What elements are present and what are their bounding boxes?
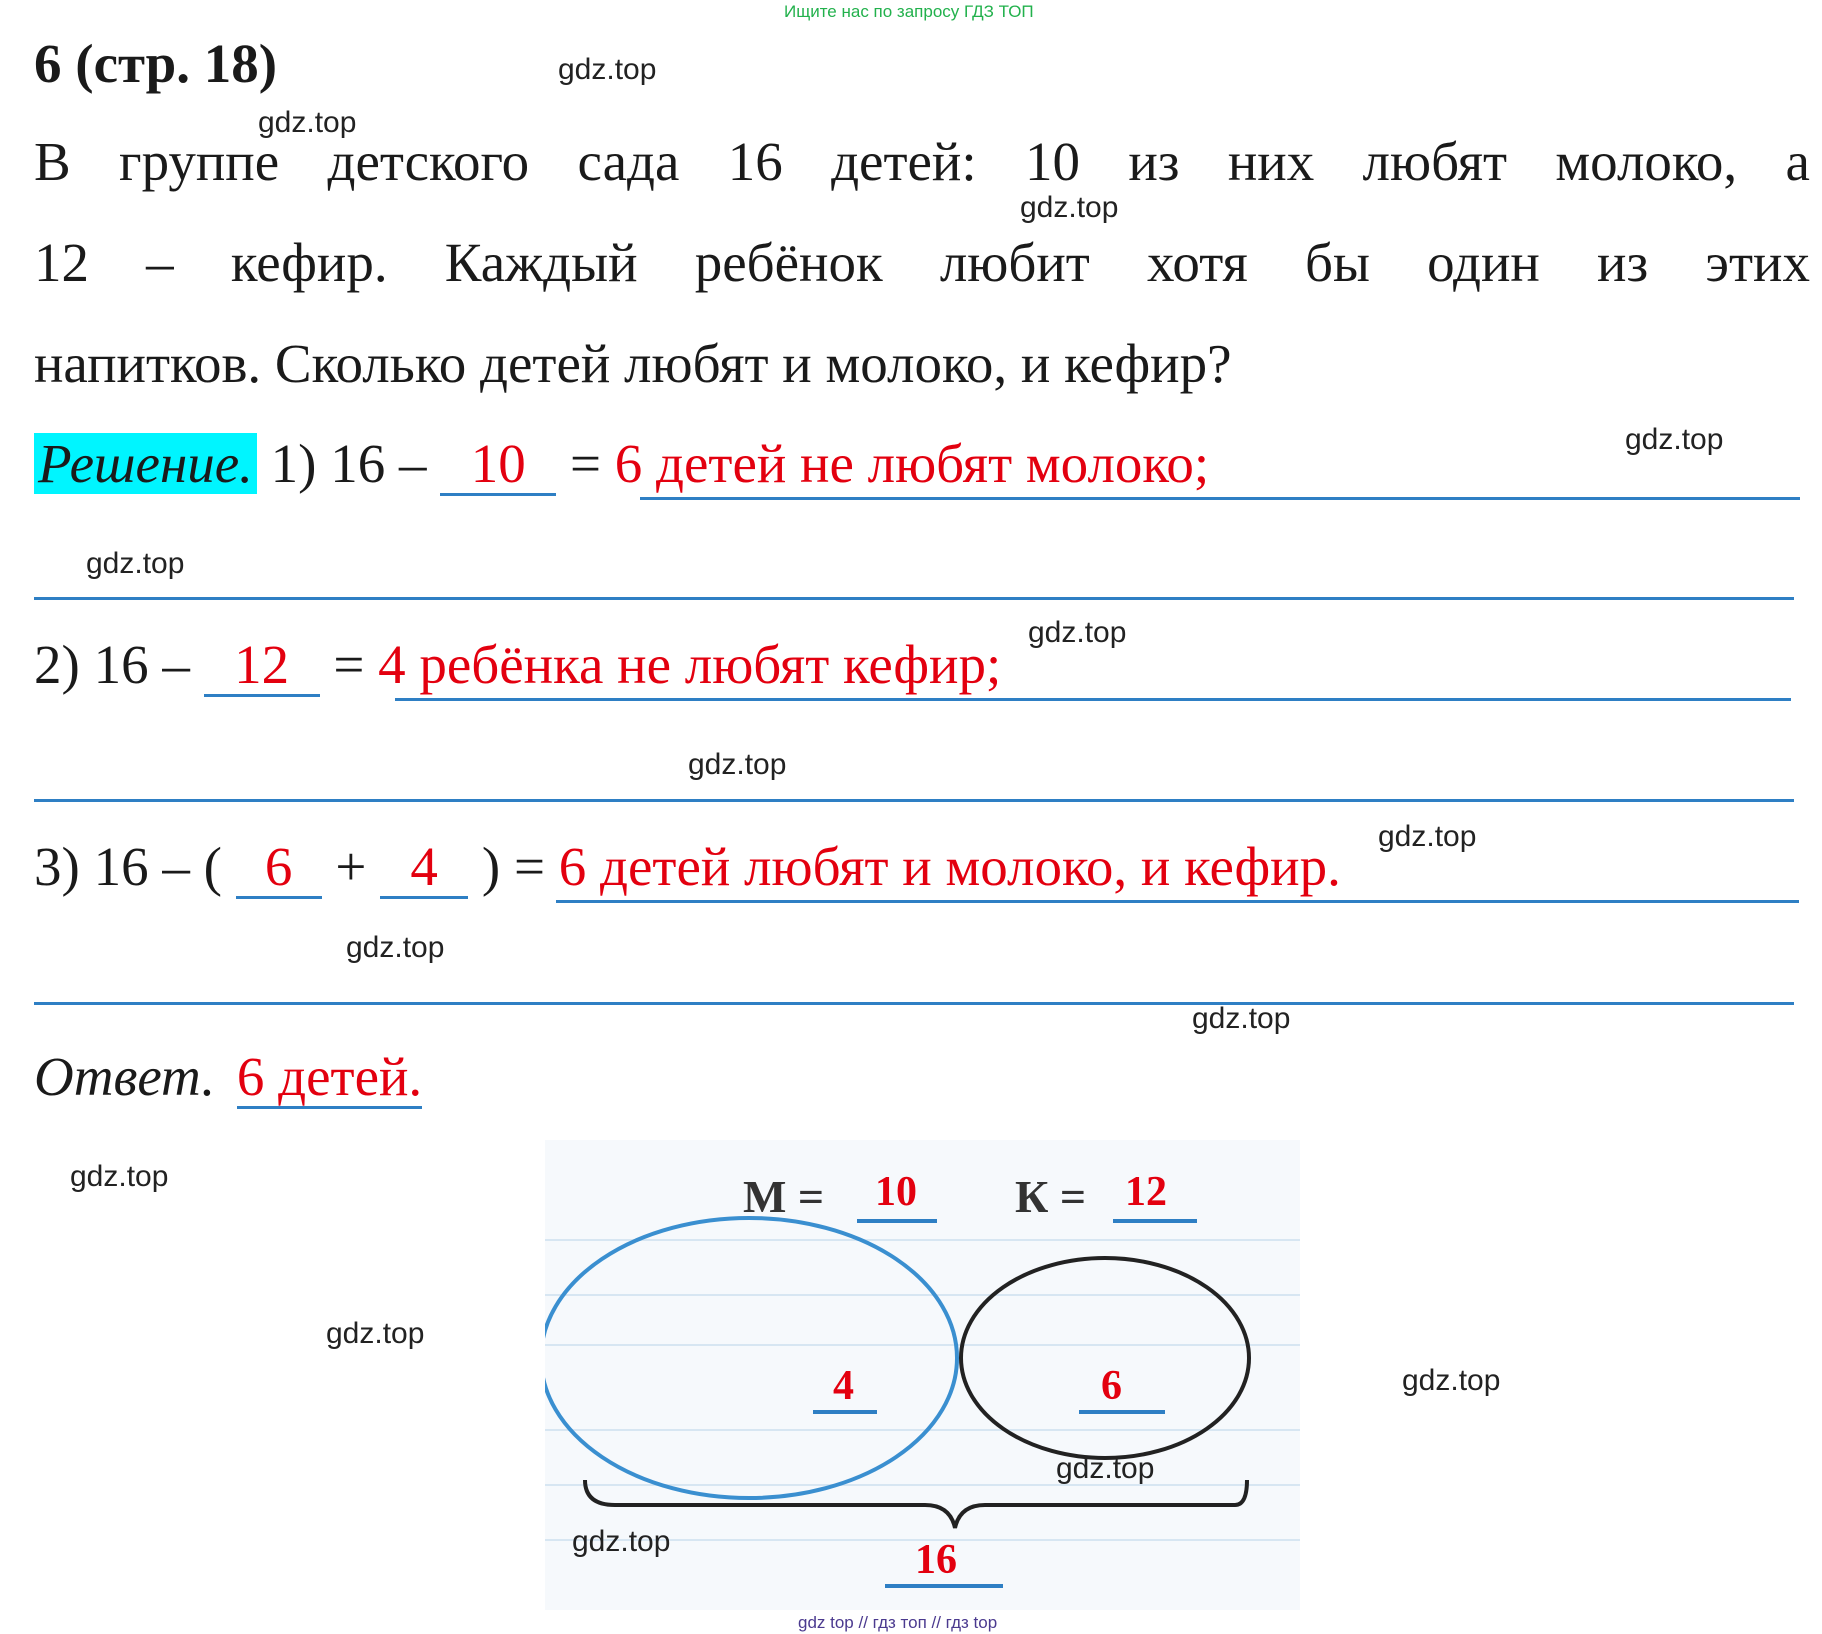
k-label: К = (1015, 1171, 1087, 1222)
problem-line-3 (34, 332, 1810, 395)
watermark: gdz.top (1020, 191, 1119, 224)
kefir-only-value: 6 (1101, 1363, 1122, 1409)
watermark: gdz.top (1402, 1364, 1501, 1397)
problem-word: любят (1362, 131, 1508, 192)
step-prefix: 1) 16 – (270, 433, 427, 494)
answer-label: Ответ. (34, 1046, 216, 1107)
problem-word: из (1597, 232, 1649, 293)
step-prefix: 3) 16 – ( (34, 836, 222, 897)
problem-word: из (1128, 131, 1180, 192)
answer-blank: 12 (204, 636, 320, 697)
milk-circle (545, 1218, 957, 1498)
problem-word: – (146, 232, 174, 293)
problem-word: 10 (1024, 131, 1080, 192)
total-brace (585, 1480, 1247, 1528)
problem-line-2 (34, 231, 1810, 294)
watermark: gdz.top (258, 106, 357, 139)
total-value: 16 (915, 1537, 957, 1583)
m-label: М = (743, 1171, 825, 1222)
watermark: gdz.top (688, 748, 787, 781)
watermark: gdz.top (1192, 1002, 1291, 1035)
problem-word: этих (1705, 232, 1810, 293)
equals-sign: = (333, 634, 365, 695)
equals-sign: = (569, 433, 602, 494)
search-banner: Ищите нас по запросу ГДЗ ТОП (784, 2, 1034, 21)
watermark: gdz.top (572, 1525, 671, 1558)
answer-blank: 4 (380, 838, 468, 899)
problem-word: а (1785, 131, 1810, 192)
problem-word: них (1227, 131, 1315, 192)
problem-word: ребёнок (694, 232, 883, 293)
answer-line (34, 1045, 422, 1109)
problem-word: один (1427, 232, 1540, 293)
watermark: gdz.top (1378, 820, 1477, 853)
watermark: gdz.top (86, 547, 185, 580)
writing-line (34, 1002, 1794, 1005)
problem-word: группе (119, 131, 280, 192)
solution-step-1 (34, 432, 1209, 496)
m-value: 10 (875, 1169, 917, 1215)
watermark: gdz.top (1625, 423, 1724, 456)
page-title: 6 (стр. 18) (34, 33, 278, 94)
background-faint-lines (545, 1240, 1300, 1540)
solution-step-3 (34, 835, 1341, 899)
step-answer: 4 ребёнка не любят кефир; (378, 634, 1002, 695)
problem-word: детей: (831, 131, 977, 192)
watermark: gdz.top (326, 1317, 425, 1350)
writing-line (34, 799, 1794, 802)
watermark: gdz.top (1028, 616, 1127, 649)
watermark: gdz.top (1056, 1452, 1155, 1485)
problem-word: любит (939, 232, 1090, 293)
step-answer: 6 детей любят и молоко, и кефир. (558, 836, 1341, 897)
writing-line (34, 597, 1794, 600)
step-prefix: 2) 16 – (34, 634, 190, 695)
problem-text: напитков. Сколько детей любят и молоко, и кефир? (34, 333, 1232, 394)
problem-word: 12 (34, 232, 89, 293)
solution-label: Решение. (34, 433, 257, 494)
watermark: gdz.top (346, 931, 445, 964)
problem-word: молоко, (1555, 131, 1738, 192)
problem-word: детского (327, 131, 530, 192)
kefir-circle (961, 1258, 1249, 1458)
milk-only-value: 4 (833, 1363, 854, 1409)
answer-blank: 10 (440, 435, 556, 496)
problem-word: кефир. (230, 232, 388, 293)
problem-word: 16 (727, 131, 783, 192)
close-paren: ) = (481, 836, 546, 897)
answer-blank: 6 (236, 838, 322, 899)
solution-step-2 (34, 633, 1001, 697)
problem-word: Каждый (444, 232, 638, 293)
answer-value: 6 детей. (236, 1046, 423, 1107)
watermark: gdz.top (70, 1160, 169, 1193)
footer-credit: gdz top // гдз топ // гдз top (798, 1613, 998, 1632)
problem-word: бы (1304, 232, 1370, 293)
k-value: 12 (1125, 1169, 1167, 1215)
plus-sign: + (335, 836, 367, 897)
answer-underline (556, 900, 1799, 903)
answer-underline (395, 698, 1791, 701)
step-answer: 6 детей не любят молоко; (614, 433, 1210, 494)
answer-underline (640, 497, 1800, 500)
watermark: gdz.top (558, 53, 657, 86)
problem-word: В (34, 131, 71, 192)
problem-word: хотя (1147, 232, 1248, 293)
problem-word: сада (577, 131, 680, 192)
